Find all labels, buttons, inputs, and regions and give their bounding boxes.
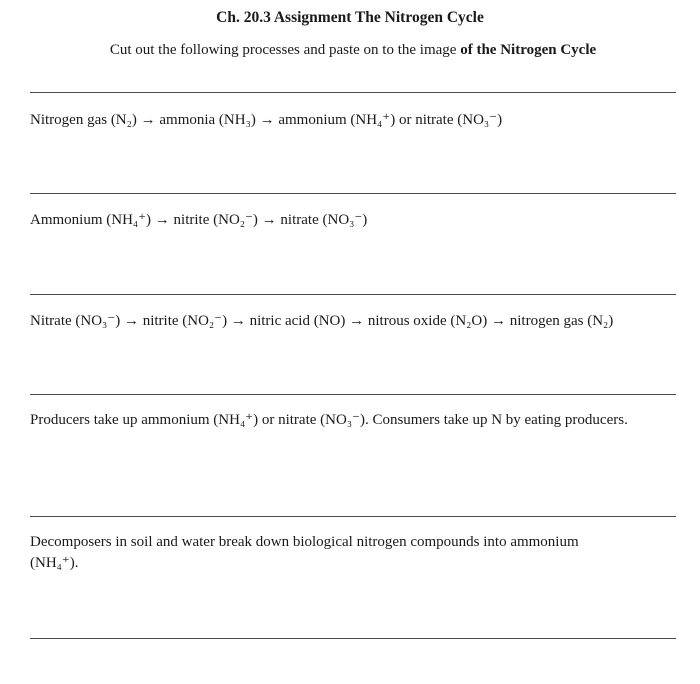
process-3: Nitrate (NO₃⁻) → nitrite (NO₂⁻) → nitric acid (NO) → nitrous oxide (N₂O) → nitrogen gas (N₂) bbox=[30, 313, 614, 329]
cut-line bbox=[30, 516, 676, 517]
process-5: Decomposers in soil and water break down biological nitrogen compounds into ammonium (NH₄⁺). bbox=[30, 534, 579, 571]
cut-line bbox=[30, 92, 676, 93]
process-2: Ammonium (NH₄⁺) → nitrite (NO₂⁻) → nitrate (NO₃⁻) bbox=[30, 212, 368, 228]
instructions-text: Cut out the following processes and paste on to the image bbox=[109, 42, 461, 58]
cut-line bbox=[30, 193, 676, 194]
process-4: Producers take up ammonium (NH₄⁺) or nitrate (NO₃⁻). Consumers take up N by eating producers. bbox=[30, 412, 628, 428]
instructions bbox=[0, 42, 700, 59]
page-title: Ch. 20.3 Assignment The Nitrogen Cycle bbox=[216, 9, 484, 26]
process-1: Nitrogen gas (N₂) → ammonia (NH₃) → ammonium (NH₄⁺) or nitrate (NO₃⁻) bbox=[30, 112, 503, 128]
instructions-emphasis: of the Nitrogen Cycle bbox=[460, 42, 597, 58]
cut-line bbox=[30, 638, 676, 639]
cut-line bbox=[30, 294, 676, 295]
cut-line bbox=[30, 394, 676, 395]
